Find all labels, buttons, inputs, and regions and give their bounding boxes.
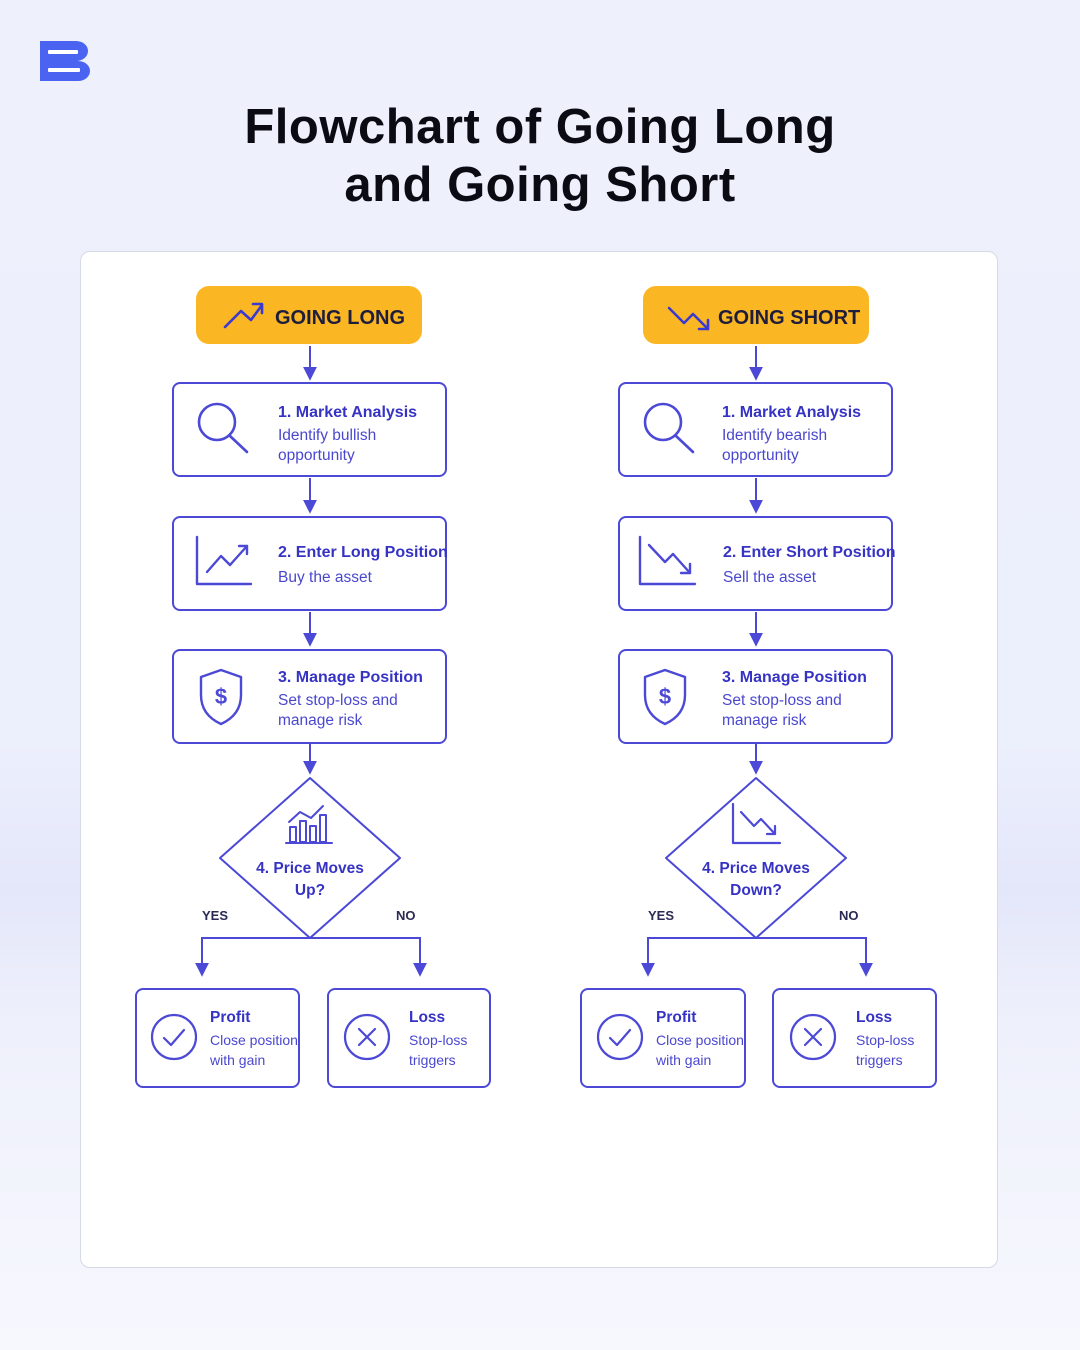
long-profit-desc-line1: Close position <box>210 1032 298 1048</box>
long-outcome-loss <box>328 989 490 1087</box>
short-profit-desc-line2: with gain <box>656 1052 712 1068</box>
short-step1-desc-line1: Identify bearish <box>722 427 828 444</box>
flowchart-diagram <box>81 252 998 1268</box>
short-step-market-analysis <box>619 383 892 476</box>
short-yes-label: YES <box>648 908 675 923</box>
short-outcome-profit <box>581 989 745 1087</box>
short-step2-title: 2. Enter Short Position <box>723 544 896 561</box>
long-column <box>136 286 490 1087</box>
svg-text:$: $ <box>214 684 228 709</box>
short-step-enter-position <box>619 517 895 610</box>
long-step1-desc-line2: opportunity <box>278 447 355 464</box>
short-loss-title: Loss <box>856 1009 893 1026</box>
short-loss-desc-line1: Stop-loss <box>856 1032 915 1048</box>
short-header-label: GOING SHORT <box>718 307 861 329</box>
long-step-enter-position <box>173 517 448 610</box>
long-loss-desc-line2: triggers <box>409 1052 456 1068</box>
long-step3-desc-line2: manage risk <box>278 712 363 729</box>
long-outcome-profit <box>136 989 299 1087</box>
short-step2-desc: Sell the asset <box>723 569 817 586</box>
long-header <box>196 286 422 344</box>
short-step1-title: 1. Market Analysis <box>722 404 862 421</box>
short-step3-desc-line1: Set stop-loss and <box>722 692 842 709</box>
short-step-manage-position <box>619 650 892 743</box>
flowchart-card <box>80 251 998 1268</box>
long-step-manage-position <box>173 650 446 743</box>
long-step-market-analysis <box>173 383 446 476</box>
long-profit-title: Profit <box>210 1009 251 1026</box>
long-step2-desc: Buy the asset <box>278 569 372 586</box>
svg-text:$: $ <box>658 684 672 709</box>
long-decision-line2: Up? <box>294 882 326 899</box>
page-title <box>140 98 940 214</box>
long-yes-label: YES <box>202 908 229 923</box>
short-header <box>643 286 869 344</box>
long-decision-line1: 4. Price Moves <box>256 860 364 877</box>
short-step3-title: 3. Manage Position <box>722 669 867 686</box>
short-loss-desc-line2: triggers <box>856 1052 903 1068</box>
long-loss-desc-line1: Stop-loss <box>409 1032 468 1048</box>
short-step1-desc-line2: opportunity <box>722 447 799 464</box>
short-decision-line1: 4. Price Moves <box>702 860 810 877</box>
long-no-label: NO <box>396 908 416 923</box>
short-no-label: NO <box>839 908 859 923</box>
short-column <box>581 286 936 1087</box>
title-line-2: and Going Short <box>344 158 736 212</box>
short-profit-desc-line1: Close position <box>656 1032 744 1048</box>
long-step2-title: 2. Enter Long Position <box>278 544 448 561</box>
long-profit-desc-line2: with gain <box>210 1052 266 1068</box>
short-profit-title: Profit <box>656 1009 697 1026</box>
brand-logo-icon <box>40 41 90 81</box>
title-line-1: Flowchart of Going Long <box>244 100 836 154</box>
short-decision-line2: Down? <box>730 882 782 899</box>
long-header-label: GOING LONG <box>275 307 405 329</box>
long-step3-title: 3. Manage Position <box>278 669 423 686</box>
long-step1-title: 1. Market Analysis <box>278 404 418 421</box>
short-outcome-loss <box>773 989 936 1087</box>
short-step3-desc-line2: manage risk <box>722 712 807 729</box>
long-loss-title: Loss <box>409 1009 446 1026</box>
long-step3-desc-line1: Set stop-loss and <box>278 692 398 709</box>
long-decision-price-up <box>220 778 400 938</box>
short-decision-price-down <box>666 778 846 938</box>
long-step1-desc-line1: Identify bullish <box>278 427 377 444</box>
